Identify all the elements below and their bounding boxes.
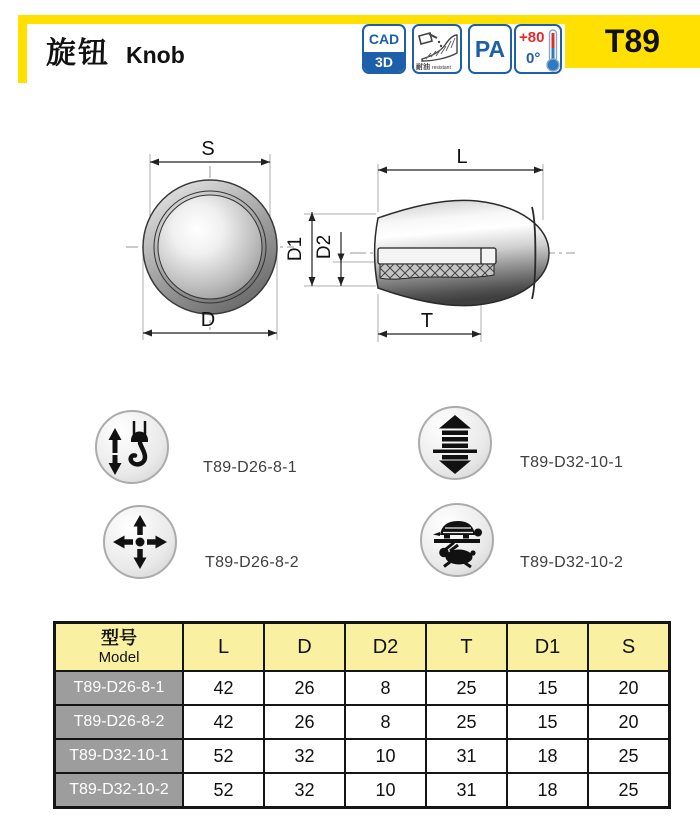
dim-label-t: T [420,310,434,332]
dimension-l [378,146,543,174]
value-cell: 20 [588,671,670,705]
table-row [55,705,670,739]
oil-resistant-caption [416,62,451,72]
col-header-S: S [588,623,670,672]
model-cell: T89-D26-8-2 [55,705,184,739]
dim-label-s: S [201,138,215,160]
value-cell: 25 [426,705,507,739]
technical-drawing [0,128,700,360]
temp-low: 0° [526,50,541,67]
dim-label-d1: D1 [285,236,306,262]
oil-zh: 耐油 [416,64,430,71]
col-header-model [55,623,184,672]
jack-lift-icon [417,405,493,481]
material-pa-badge [468,24,512,74]
page-title [46,28,185,72]
thermometer-icon [545,28,562,72]
table-row [55,773,670,808]
model-cell: T89-D26-8-1 [55,671,184,705]
series-code-block [565,15,700,68]
insert-bore [378,248,496,264]
four-way-arrows-icon [102,504,178,580]
turtle-rabbit-speed-icon [419,502,495,578]
temperature-badge [514,24,562,74]
value-cell: 15 [507,671,588,705]
variant-label: T89-D26-8-2 [205,554,300,571]
value-cell: 31 [426,739,507,773]
knob-front-view [143,180,277,314]
value-cell: 52 [183,773,264,808]
value-cell: 42 [183,671,264,705]
table-header-row [55,623,670,672]
dimension-t [378,310,481,338]
value-cell: 10 [345,739,426,773]
value-cell: 26 [264,705,345,739]
value-cell: 31 [426,773,507,808]
value-cell: 8 [345,705,426,739]
dim-label-l: L [456,146,468,168]
col-header-D: D [264,623,345,672]
yellow-left-bar [18,15,27,83]
value-cell: 25 [588,739,670,773]
model-cell: T89-D32-10-1 [55,739,184,773]
value-cell: 8 [345,671,426,705]
value-cell: 18 [507,739,588,773]
oil-resistant-badge [412,24,462,74]
series-code: T89 [604,23,661,59]
dimension-d1 [285,212,316,286]
value-cell: 52 [183,739,264,773]
cad-3d-badge [362,24,406,74]
dimension-d [143,309,277,337]
value-cell: 25 [426,671,507,705]
value-cell: 20 [588,705,670,739]
value-cell: 26 [264,671,345,705]
col-header-L: L [183,623,264,672]
cad-label: CAD [368,31,400,47]
table-row [55,739,670,773]
value-cell: 15 [507,705,588,739]
value-cell: 18 [507,773,588,808]
col-header-T: T [426,623,507,672]
col-header-D1: D1 [507,623,588,672]
pa-label: PA [474,35,506,62]
oil-pour-icon [414,26,460,64]
dim-label-d: D [200,309,216,331]
model-cell: T89-D32-10-2 [55,773,184,808]
title-chinese: 旋钮 [46,37,110,70]
spec-table [53,621,671,809]
value-cell: 32 [264,773,345,808]
3d-label: 3D [364,52,404,72]
knob-side-view [375,200,549,305]
value-cell: 10 [345,773,426,808]
table-row [55,671,670,705]
dim-label-d2: D2 [314,234,335,260]
value-cell: 32 [264,739,345,773]
dimension-s [150,138,270,166]
dimension-d2 [314,232,345,286]
hoist-hook-icon [94,409,170,485]
oil-en: resistant [431,65,451,71]
value-cell: 25 [588,773,670,808]
variant-label: T89-D26-8-1 [203,459,298,476]
variant-label: T89-D32-10-2 [520,554,624,571]
model-header-zh: 型号 [101,628,137,649]
col-header-D2: D2 [345,623,426,672]
title-english: Knob [126,42,185,68]
temp-high: +80 [519,29,545,46]
model-header-en: Model [98,648,140,666]
value-cell: 42 [183,705,264,739]
variant-label: T89-D32-10-1 [520,454,624,471]
